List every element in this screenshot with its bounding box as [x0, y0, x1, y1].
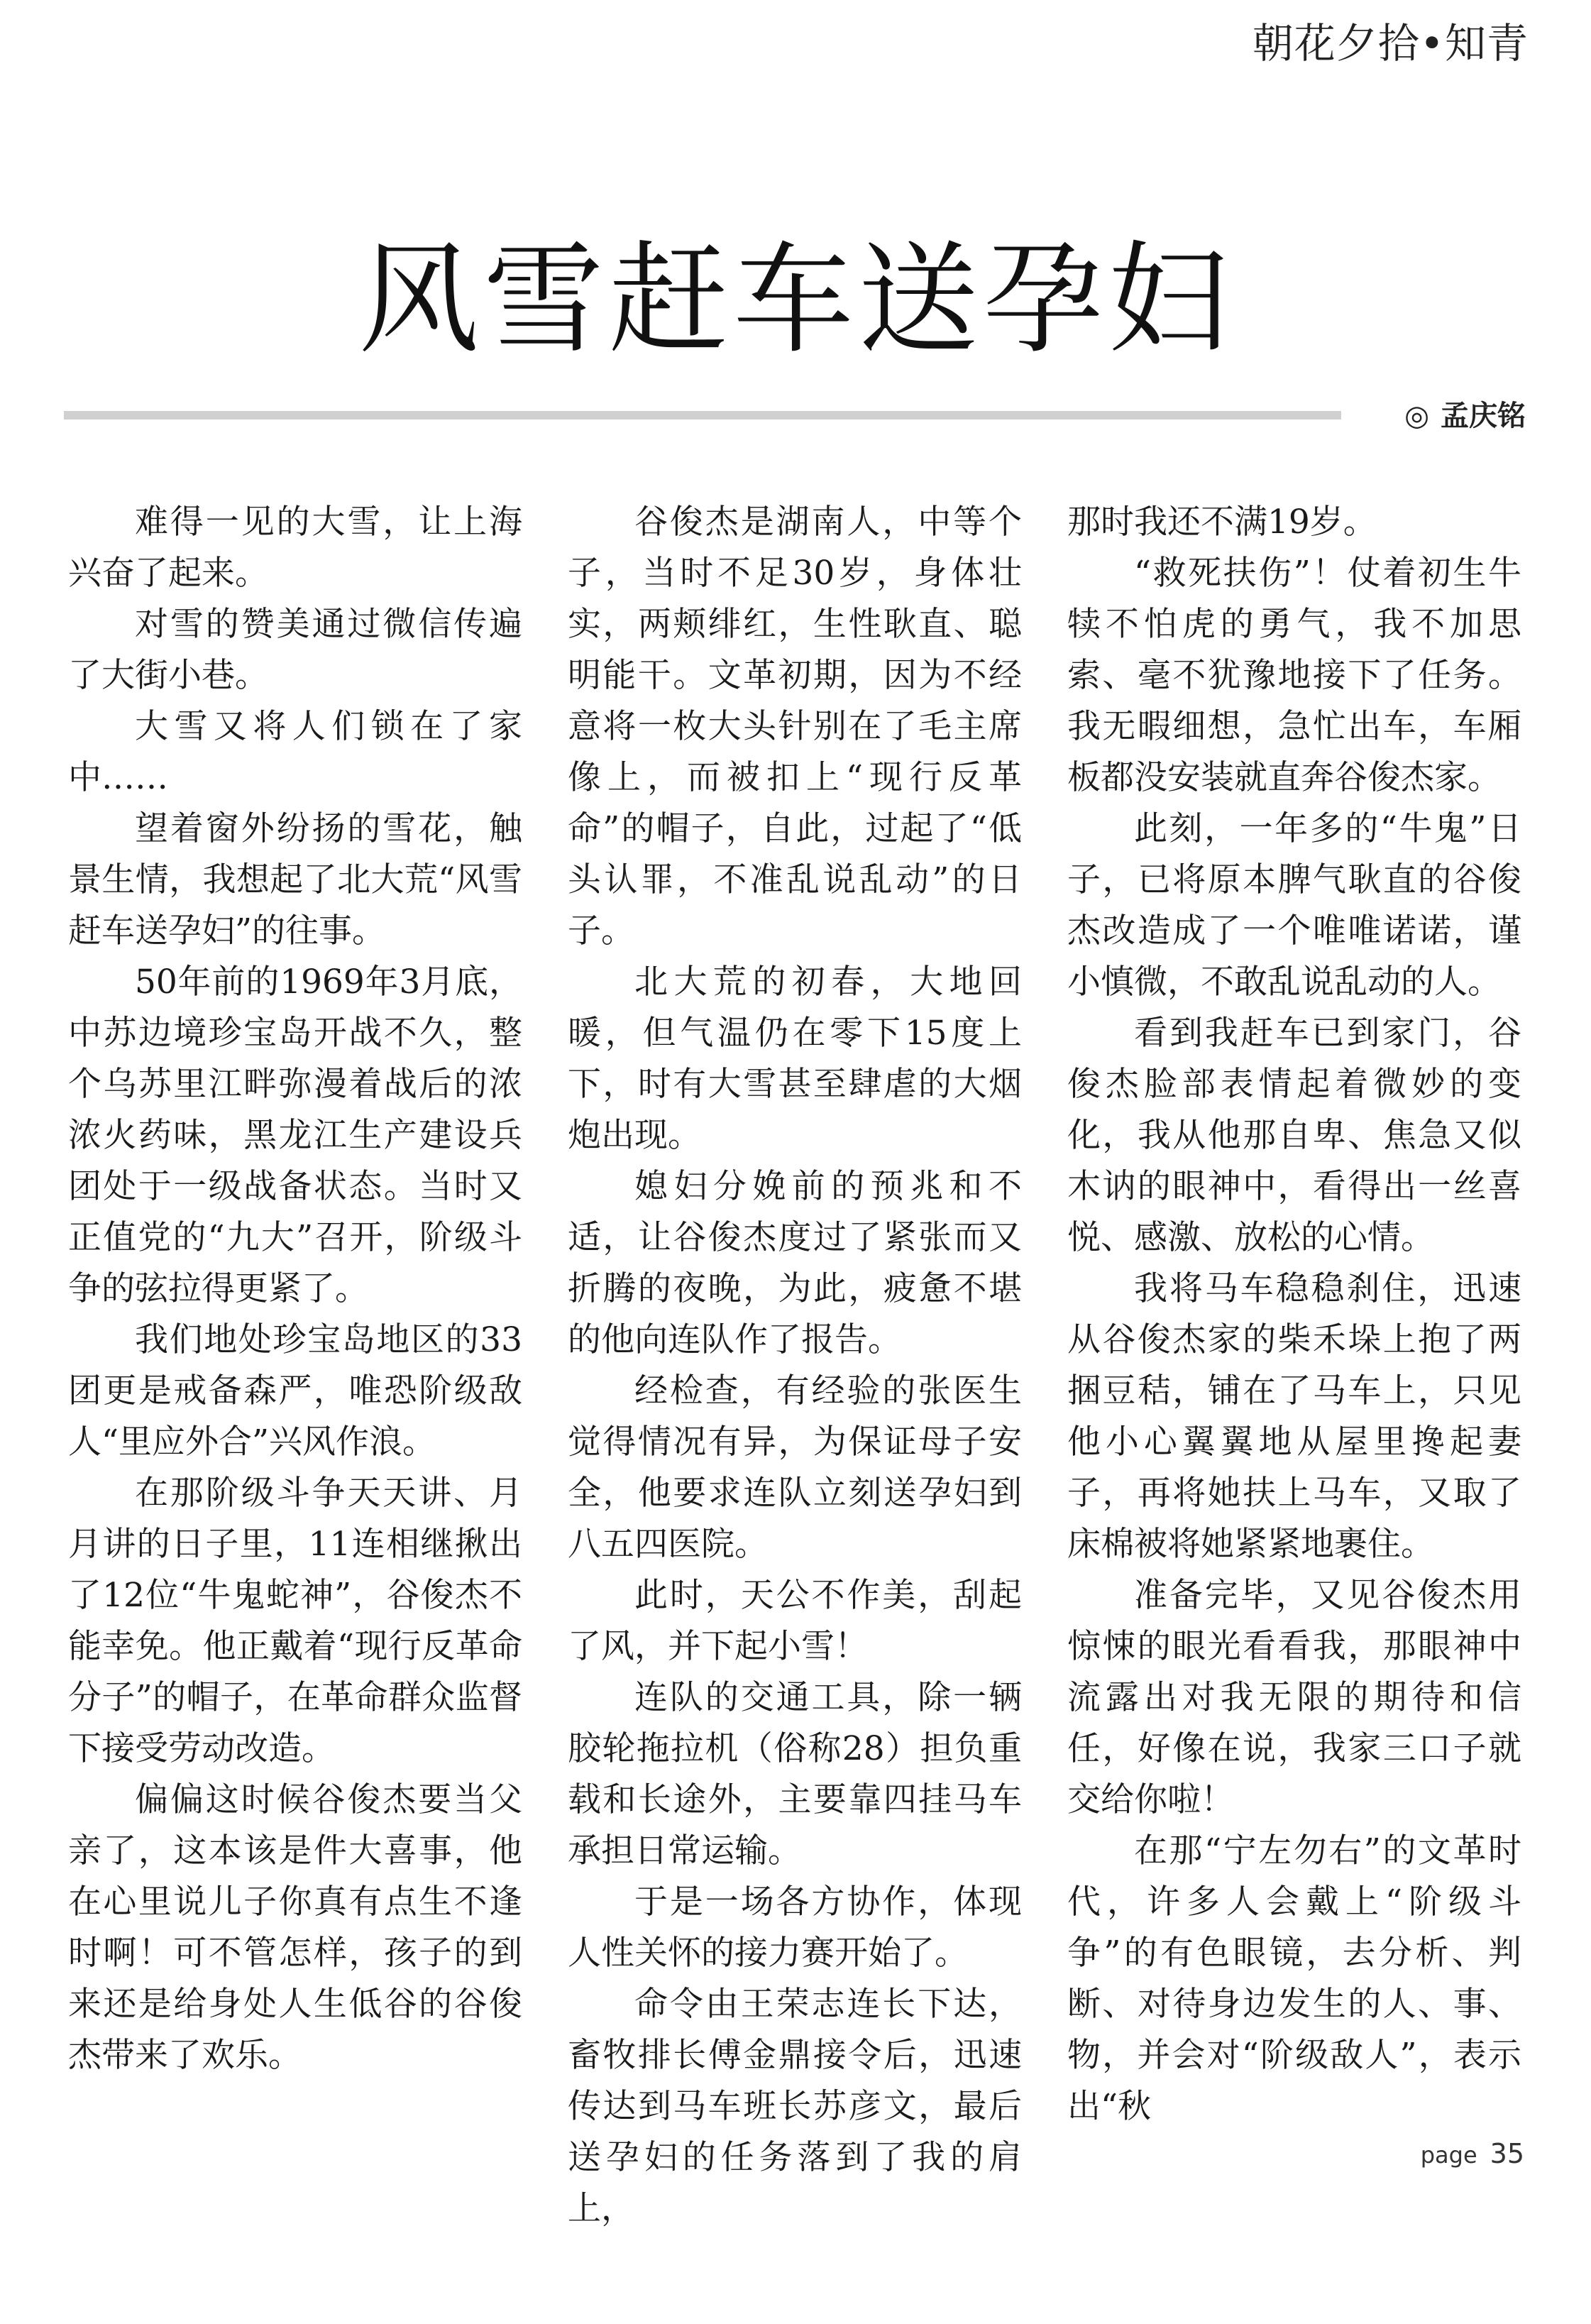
author-name: 孟庆铭 [1441, 400, 1526, 432]
paragraph: 命令由王荣志连长下达，畜牧排长傅金鼎接令后，迅速传达到马车班长苏彦文，最后送孕妇的任务落到了我的肩上， [568, 1985, 1022, 2228]
paragraph: 经检查，有经验的张医生觉得情况有异，为保证母子安全，他要求连队立刻送孕妇到八五四医院。 [568, 1371, 1022, 1564]
paragraph: 偏偏这时候谷俊杰要当父亲了，这本该是件大喜事，他在心里说儿子你真有点生不逢时啊！可不管怎样，孩子的到来还是给身处人生低谷的谷俊杰带来了欢乐。 [68, 1780, 522, 2075]
paragraph: 对雪的赞美通过微信传遍了大街小巷。 [68, 605, 522, 695]
paragraph: 望着窗外纷扬的雪花，触景生情，我想起了北大荒“风雪赶车送孕妇”的往事。 [68, 809, 522, 950]
paragraph: 我们地处珍宝岛地区的33团更是戒备森严，唯恐阶级敌人“里应外合”兴风作浪。 [68, 1320, 522, 1462]
paragraph: 媳妇分娩前的预兆和不适，让谷俊杰度过了紧张而又折腾的夜晚，为此，疲惫不堪的他向连队作了报告。 [568, 1167, 1022, 1359]
article-column-1 [68, 497, 522, 2081]
paragraph: 看到我赶车已到家门，谷俊杰脸部表情起着微妙的变化，我从他那自卑、焦急又似木讷的眼神中，看得出一丝喜悦、感激、放松的心情。 [1067, 1014, 1521, 1257]
section-tag: 朝花夕拾•知青 [1252, 19, 1529, 67]
paragraph: 连队的交通工具，除一辆胶轮拖拉机（俗称28）担负重载和长途外，主要靠四挂马车承担日常运输。 [568, 1678, 1022, 1870]
article-column-3 [1067, 497, 1521, 2132]
page-number: 35 [1490, 2138, 1524, 2169]
paragraph: 准备完毕，又见谷俊杰用惊悚的眼光看看我，那眼神中流露出对我无限的期待和信任，好像在说，我家三口子就交给你啦！ [1067, 1576, 1521, 1819]
paragraph: 大雪又将人们锁在了家中…… [68, 707, 522, 797]
article-column-2 [568, 497, 1022, 2235]
paragraph: 在那“宁左勿右”的文革时代，许多人会戴上“阶级斗争”的有色眼镜，去分析、判断、对待身边发生的人、事、物，并会对“阶级敌人”，表示出“秋 [1067, 1831, 1521, 2126]
paragraph: 50年前的1969年3月底，中苏边境珍宝岛开战不久，整个乌苏里江畔弥漫着战后的浓浓火药味，黑龙江生产建设兵团处于一级战备状态。当时又正值党的“九大”召开，阶级斗争的弦拉得更紧了。 [68, 963, 522, 1308]
paragraph: 谷俊杰是湖南人，中等个子，当时不足30岁，身体壮实，两颊绯红，生性耿直、聪明能干。文革初期，因为不经意将一枚大头针别在了毛主席像上，而被扣上“现行反革命”的帽子，自此，过起了“低头认罪，不准乱说乱动”的日子。 [568, 503, 1022, 950]
article-title: 风雪赶车送孕妇 [358, 230, 1233, 371]
paragraph: 那时我还不满19岁。 [1067, 503, 1377, 542]
title-divider [64, 411, 1341, 420]
author-byline [1404, 393, 1526, 434]
paragraph: 此时，天公不作美，刮起了风，并下起小雪！ [568, 1576, 1022, 1666]
page-label: page [1420, 2142, 1477, 2169]
paragraph: 于是一场各方协作，体现人性关怀的接力赛开始了。 [568, 1882, 1022, 1973]
paragraph: 此刻，一年多的“牛鬼”日子，已将原本脾气耿直的谷俊杰改造成了一个唯唯诺诺，谨小慎微，不敢乱说乱动的人。 [1067, 809, 1521, 1002]
author-mark-icon: ◎ [1404, 400, 1429, 432]
paragraph: 难得一见的大雪，让上海兴奋了起来。 [68, 503, 522, 593]
page-footer [1421, 2138, 1524, 2169]
paragraph: 在那阶级斗争天天讲、月月讲的日子里，11连相继揪出了12位“牛鬼蛇神”，谷俊杰不能幸免。他正戴着“现行反革命分子”的帽子，在革命群众监督下接受劳动改造。 [68, 1474, 522, 1768]
paragraph: “救死扶伤”！仗着初生牛犊不怕虎的勇气，我不加思索、毫不犹豫地接下了任务。我无暇细想，急忙出车，车厢板都没安装就直奔谷俊杰家。 [1067, 554, 1521, 797]
paragraph: 北大荒的初春，大地回暖，但气温仍在零下15度上下，时有大雪甚至肆虐的大烟炮出现。 [568, 963, 1022, 1155]
paragraph: 我将马车稳稳刹住，迅速从谷俊杰家的柴禾垛上抱了两捆豆秸，铺在了马车上，只见他小心翼翼地从屋里搀起妻子，再将她扶上马车，又取了床棉被将她紧紧地裹住。 [1067, 1269, 1521, 1564]
